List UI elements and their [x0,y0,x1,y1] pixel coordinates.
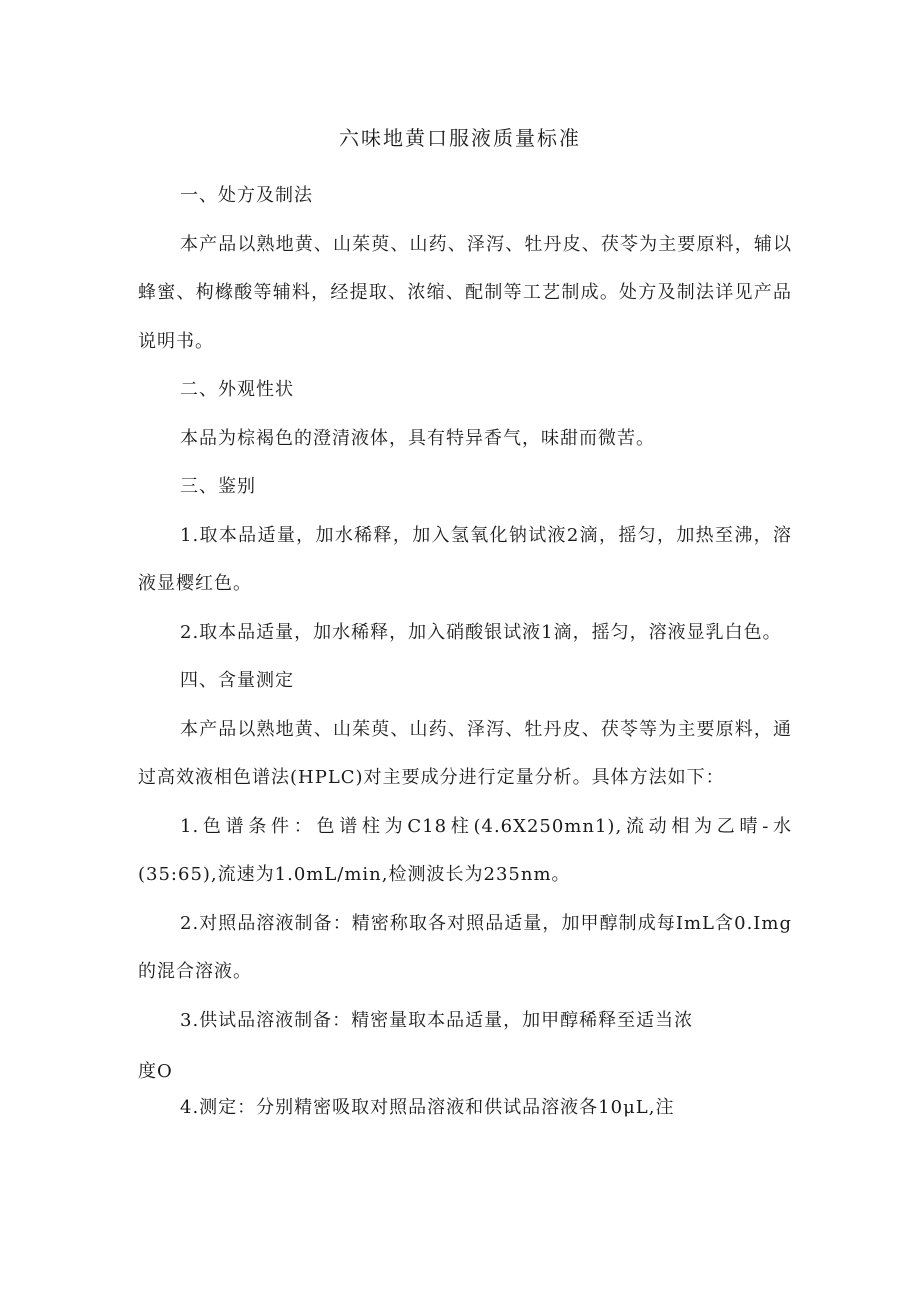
section-heading-identification: 三、鉴别 [180,476,256,497]
paragraph-appearance: 本品为棕褐色的澄清液体，具有特异香气，味甜而微苦。 [180,427,655,449]
document-body [138,172,792,1123]
paragraph-assay-4: 4.测定：分别精密吸取对照品溶液和供试品溶液各10μL,注 [180,1097,675,1118]
paragraph-identification-2: 2.取本品适量，加水稀释，加入硝酸银试液1滴，摇匀，溶液显乳白色。 [180,621,782,643]
paragraph-assay-intro: 本产品以熟地黄、山茱萸、山药、泽泻、牡丹皮、茯苓等为主要原料，通过高效液相色谱法(HPLC)对主要成分进行定量分析。具体方法如下： [138,718,792,788]
paragraph-prescription: 本产品以熟地黄、山茱萸、山药、泽泻、牡丹皮、茯苓为主要原料，辅以蜂蜜、枸橼酸等辅料，经提取、浓缩、配制等工艺制成。处方及制法详见产品说明书。 [138,233,792,352]
document-title: 六味地黄口服液质量标准 [339,126,581,150]
paragraph-assay-3: 3.供试品溶液制备：精密量取本品适量，加甲醇稀释至适当浓 [180,1009,694,1031]
section-heading-appearance: 二、外观性状 [180,379,294,400]
section-heading-assay: 四、含量测定 [180,670,294,691]
paragraph-assay-3-continued: 度O [138,1061,173,1082]
paragraph-identification-1: 1.取本品适量，加水稀释，加入氢氧化钠试液2滴，摇匀，加热至沸，溶液显樱红色。 [138,524,792,594]
paragraph-assay-1: 1.色谱条件：色谱柱为C18柱(4.6X250mn1),流动相为乙晴-水(35:65),流速为1.0mL/min,检测波长为235nm。 [138,815,792,885]
section-heading-prescription: 一、处方及制法 [180,185,313,206]
paragraph-assay-2: 2.对照品溶液制备：精密称取各对照品适量，加甲醇制成每ImL含0.Img的混合溶液。 [138,912,792,982]
